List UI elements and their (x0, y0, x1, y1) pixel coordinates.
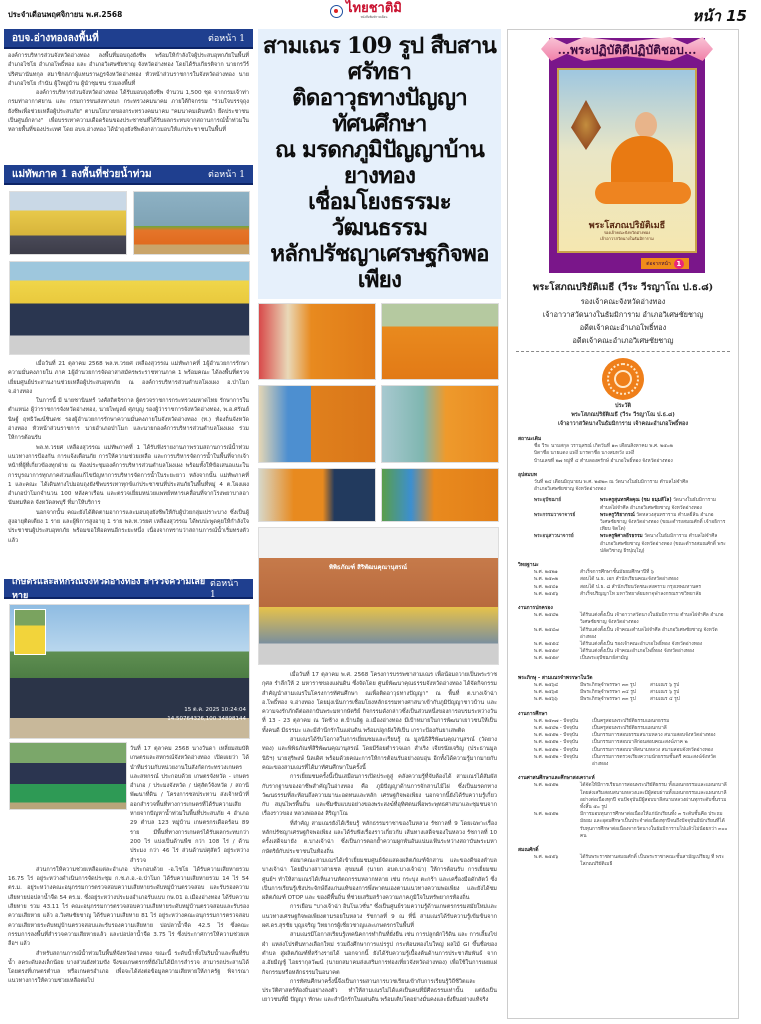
study-heading: งานการศึกษา (518, 710, 548, 717)
photo-novices-plants (381, 468, 499, 522)
year: พ.ศ. ๒๕๖๔ (534, 682, 559, 688)
year: พ.ศ. ๒๕๕๒ - ปัจจุบัน (534, 740, 579, 746)
detail: สอบได้ น.ธ. เอก สำนักเรียนคณะจังหวัดอ่างทอง (580, 577, 679, 583)
year: พ.ศ. ๒๕๕๒ (534, 812, 559, 818)
ordination-name: พระครูสุนทรศีลคุณ (ชม ธมฺมสีโล) (600, 498, 672, 504)
detail: เป็นกรรมการสอบบาลีสนามหลวง สนามสอบจังหวัดอ่างทอง (592, 747, 713, 753)
newspaper-logo[interactable] (330, 2, 402, 20)
paragraph: การทัศนศึกษาครั้งนี้จึงเป็นการผสานการบวชเรียนเข้ากับการเรียนรู้วิถีชีวิตและประวัติศาสตร์ท้องถิ่นอย่างลงตัว ทำให้สามเณรไม่ได้แค่เป็นคนที่มีศีลธรรมเท่านั้น แต่ยังเป็นเยาวชนที่มี ปัญญา ทักษะ และสำนึกรักในแผ่นดิน พร้อมเติบโตอย่างมั่นคงและยั่งยืนอย่างแท้จริง (262, 978, 497, 1004)
photo-novices-exhibit (381, 385, 499, 463)
detail: ได้รับแต่งตั้งเป็น รองเจ้าคณะอำเภอโพธิ์ทอง จังหวัดอ่างทอง (580, 642, 703, 648)
novice-photo-grid (258, 299, 501, 692)
year: พ.ศ. ๒๕๕๒ (534, 783, 559, 789)
poster-banner-text: ...พระปฏิบัติดีปฏิบัติชอบ... (557, 43, 697, 57)
study-row (518, 747, 728, 754)
detail: เป็นกรรมการตรวจเรียงความนักธรรมชั้นตรี คณะสงฆ์จังหวัดอ่างทอง (592, 754, 717, 767)
education-row (518, 576, 728, 583)
ordination-line: อำเภอวิเศษชัยชาญ จังหวัดอ่างทอง (534, 487, 606, 493)
monks-row (518, 696, 728, 703)
center-column (258, 29, 501, 1009)
paragraph: สามเณรได้รับโอกาสในการเยี่ยมชมและเรียนรู้ ณ มูลนิธิสิริพัฒนคุณานุสรณ์ (วัดยางทอง) และพิพิธภัณฑ์สิริพัฒนคุณานุสรณ์ โดยมีร้อยตำรวจเอก สำเริง เจียรนัยเจริญ (ประธานมูลนิธิฯ) นายสุริพงษ์ นิลเดิศ พร้อมด้วยคณะการให้การต้อนรับอย่างอบอุ่น อีกทั้งได้ความรู้มากมายกับคณะของสามเณรที่ได้มาทัศนศึกษาในครั้งนี้ (262, 737, 497, 771)
detail: ได้รับพระราชทานสมณศักดิ์ เป็นพระราชาคณะชั้นสามัญเปรียญ ที่ พระโสภณปริยัติเมธี (580, 855, 725, 868)
section-title: แม่ทัพภาค 1 ลงพื้นที่ช่วยน้ำท่วม (12, 168, 152, 180)
continued-page-badge: 1 (674, 259, 684, 269)
section-header-agri (4, 579, 253, 599)
year: พ.ศ. ๒๕๔๒ (534, 613, 559, 619)
logo-emblem-icon (330, 5, 343, 18)
monk-name-title: พระโสภณปริยัติเมธี (วีระ วีรญาโณ ป.ธ.๘) (532, 282, 714, 293)
study-row (518, 725, 728, 732)
photo-coordinates: 14.50764326,100.34898144 (167, 716, 246, 722)
education-row (518, 591, 728, 598)
welfare-heading: งานศาสนศึกษาและศึกษาสงเคราะห์ (518, 775, 595, 782)
continued-link[interactable]: ต่อหน้า 1 (210, 579, 239, 600)
paragraph: เมื่อวันที่ 21 ตุลาคม 2568 พล.ท.วรยศ เหลืองสุวรรณ แม่ทัพภาคที่ 1ผู้อำนวยการรักษาความมั่นคงภายใน ภาค 1ผู้อำนวยการจัดอาสาสมัครพระราชทานภาค 1 พร้อมคณะ ได้ลงพื้นที่ตรวจเยี่ยมศูนย์ประสานงานช่วยเหลือผู้ประสบอุทกภัย ณ องค์การบริหารส่วนตำบลโผงเผง อ.ป่าโมก จ.อ่างทอง (8, 361, 249, 395)
detail: เป็นครูสอนพระปริยัติธรรมแผนกธรรม (592, 718, 670, 724)
agri-article (4, 742, 253, 1020)
paragraph: พล.ท.วรยศ เหลืองสุวรรณ แม่ทัพภาคที่ 1 ได้รับฟังรายงานภาพรวมสถานการณ์น้ำท่วม แนวทางการป้องกัน การแจ้งเตือนภัย การให้ความช่วยเหลือ และการบริหารจัดการน้ำในพื้นที่จากเจ้าหน้าที่ผู้ที่เกี่ยวข้องทุกฝ่าย ณ ห้องประชุมองค์การบริหารส่วนตำบลโผงเผง พร้อมทั้งให้ข้อเสนอแนะในการบูรณาการทุกภาคส่วนเพื่อแก้ไขปัญหาการบริหารจัดการน้ำในระยะยาว หลังจากนั้น แม่ทัพภาคที่ 1 และคณะ ได้เดินทางไปมอบถุงยังชีพบรรเทาทุกข์แก่ประชาชนที่ประสบภัยในพื้นที่หมู่ 4 ต.โผงเผง อำเภอป่าโมกจำนวน 100 หลังคาเรือน และตรวจเยี่ยมหน่วยแพทย์ทหารเคลื่อนที่จากโรงพยาบาลอานันทมหิดล จังหวัดลพบุรี ที่มาให้บริการ (8, 444, 249, 507)
continued-link[interactable]: ต่อหน้า 1 (208, 34, 245, 44)
year: พ.ศ. ๒๕๕๙ (534, 656, 559, 662)
paragraph: วันที่ 17 ตุลาคม 2568 นางวันดา เหลี่ยมสมบัติ เกษตรและสหกรณ์จังหวัดอ่างทอง เปิดเผยว่า ได้นำทีมร่วมกับหน่วยงานในสังกัดกระทรวงเกษตรและสหกรณ์ ประกอบด้วย เกษตรจังหวัด - เกษตรอำเภอ / ประมงจังหวัด / ปศุสัตว์จังหวัด / สถานีพัฒนาที่ดิน / โครงการชลประทาน ส่งเจ้าหน้าที่ออกสำรวจพื้นที่ทางการเกษตรที่ได้รับความเสียหายจากปัญหาน้ำท่วมในพื้นที่ประสบภัย 4 อำเภอ 29 ตำบล 123 หมู่บ้าน เกษตรกรเดือดร้อน 89 ราย มีพื้นที่ทางการเกษตรได้รับผลกระทบกว่า 200 ไร่ แบ่งเป็นด้านพืช กว่า 108 ไร่ / ด้านประมง กว่า 46 ไร่ ส่วนด้านปศุสัตว์ อยู่ระหว่างสำรวจ (130, 746, 249, 864)
year: พ.ศ. ๒๕๕๒ - ปัจจุบัน (534, 754, 579, 760)
article-body-novices (258, 668, 501, 1009)
detail: สอบได้ ป.ธ. ๘ สำนักเรียนวัดชนะสงคราม กรุงเทพมหานคร (580, 584, 702, 590)
year: พ.ศ. ๒๕๓๒ (534, 577, 559, 583)
photo-inset-portrait (14, 609, 46, 655)
ordination-detail: วัดนางในธัมมิการาม ตำบลไผ่จำศีล อำเภอวิเศษชัยชาญ จังหวัดอ่างทอง (600, 498, 717, 511)
detail: เป็นพระอุปัชฌาย์สามัญ (580, 656, 628, 662)
left-column (4, 29, 253, 1020)
article-body-army (4, 357, 253, 575)
monk-poster (549, 38, 705, 273)
section-header-pao (4, 29, 253, 49)
study-row (518, 732, 728, 739)
position-line: รองเจ้าคณะจังหวัดอ่างทอง (580, 297, 666, 306)
year: พ.ศ. ๒๕๖๕ (534, 690, 559, 696)
ordination-role: พระอุปัชฌาย์ (534, 498, 562, 504)
photo-museum-group (258, 527, 499, 665)
headline-line: หลักปรัชญาเศรษฐกิจพอเพียง (270, 241, 489, 293)
section-title: เกษตรและสหกรณ์จังหวัดอ่างทอง สำรวจความเสียหาย (12, 577, 206, 601)
ordination-detail: วัดนางในธัมมิการาม ตำบลไผ่จำศีล อำเภอวิเศษชัยชาญ จังหวัดอ่างทอง (ขณะดำรงสมณศักดิ์ พระปลัดวิชาญ ธีรปุญฺโญ) (600, 534, 726, 554)
detail: เป็นกรรมการสอบธรรมสนามหลวง สนามสอบจังหวัดอ่างทอง (592, 733, 716, 739)
year: พ.ศ. ๒๕๕๒ - ปัจจุบัน (534, 747, 579, 753)
photo-rescue-boat (133, 191, 250, 255)
right-column-profile (507, 29, 739, 1019)
monk-portrait (557, 68, 697, 253)
governance-row (518, 655, 728, 662)
paragraph: การเยือน "บางเจ้าฉ่า อินโนเวชั่น" ซึ่งเป็นศูนย์รวมความรู้ด้านเกษตรกรรมสมัยใหม่และแนวทางเศรษฐกิจพอเพียงตามรอยในหลวง รัชกาลที่ 9 ณ ที่นี่ สามเณรได้รับความรู้เข้มข้นจาก ผศ.ดร.สุรชัย บุญเจริญ วิทยากรผู้เชี่ยวชาญและเกษตรกรในพื้นที่ (262, 904, 497, 930)
monk-lap (595, 182, 691, 204)
detail: สำเร็จปริญญาโท มหาวิทยาลัยมหาจุฬาลงกรณราชวิทยาลัย (580, 591, 702, 597)
issue-date: ประจำเดือนพฤศจิกายน พ.ศ.2568 (8, 10, 123, 19)
position-line: อดีตเจ้าคณะอำเภอโพธิ์ทอง (579, 323, 667, 332)
ordination-role: พระกรรมวาจาจารย์ (534, 512, 576, 518)
army-photo-grid (4, 185, 253, 357)
year: พ.ศ. ๒๕๔๒ - ปัจจุบัน (534, 725, 579, 731)
photo-novices-books (258, 468, 376, 522)
ordination-line: วันที่ ๒๔ เดือนมิถุนายน พ.ศ. ๒๕๒๓ ณ วัดนางในธัมมิการาม ตำบลไผ่จำศีล (534, 480, 689, 486)
article-body-pao (4, 49, 253, 163)
photo-officials-tent (9, 191, 127, 255)
ordination-name: พระครูพิศาลธีรธรรม (600, 534, 643, 540)
detail: ได้รับแต่งตั้งเป็น เจ้าอาวาสวัดนางในธัมมิการาม ตำบลไผ่จำศีล อำเภอวิเศษชัยชาญ จังหวัดอ่างทอง (580, 613, 724, 626)
photo-agri-team-banner (9, 742, 127, 810)
governance-row (518, 627, 728, 641)
paragraph: สำหรับสถานการณ์น้ำท่วมในพื้นที่จังหวัดอ่างทอง ขณะนี้ ระดับน้ำทั้งในริมน้ำและพื้นที่รับน้ำ ลดระดับลงเล็กน้อย บางส่วนยังท่วมขัง จึงขอเกษตรกรที่ยังไม่ได้มีการสำรวจ สามารถประสานได้โดยตรงที่เกษตรตำบล หรือเกษตรอำเภอ เพื่อจะได้ส่งต่อข้อมูลความเสียหายให้ภาครัฐ พิจารณาแนวทางการให้ความช่วยเหลือต่อไป (8, 950, 249, 985)
monks-row (518, 689, 728, 696)
headline-line: ณ มรดกภูมิปัญญาบ้านยางทอง (274, 137, 485, 189)
paragraph: ที่สำคัญ สามเณรยังได้เรียนรู้ หลักธรรมราชาของในหลวง รัชกาลที่ 9 โดยเฉพาะเรื่อง หลักปรัชญาเศรษฐกิจพอเพียง และได้รับฟังเรื่องราวเกี่ยวกับ เส้นทางเสด็จของในหลวง รัชกาลที่ 10 ครั้งเสด็จมายัง ต.บางเจ้าฉ่า ซึ่งเป็นการตอกย้ำความผูกพันอันแน่นแฟ้นระหว่างสถาบันพระมหากษัตริย์กับประชาชนในท้องถิ่น (262, 820, 497, 855)
year: พ.ศ. ๒๕๔๑ (534, 584, 559, 590)
biography-title: ประวัติ (614, 403, 632, 409)
year: พ.ศ. ๒๕๕๙ (534, 649, 559, 655)
ordination-heading: อุปสมบท (518, 471, 537, 478)
year: พ.ศ. ๒๕๕๒ - ปัจจุบัน (534, 733, 579, 739)
governance-row (518, 641, 728, 648)
headline-line: สามเณร 109 รูป สืบสานศรัทธา (262, 33, 497, 85)
paragraph: ต่อมาคณะสามเณรได้เข้าเยี่ยมชมศูนย์จัดแสดงผลิตภัณฑ์จักสาน และของดีของตำบลบางเจ้าฉ่า โดยมีนางสาวสายชล สุขมนต์ (นายก อบต.บางเจ้าฉ่า) ให้การต้อนรับ การเยี่ยมชมศูนย์ฯ ทำให้สามเณรได้เห็นงานหัตถกรรมหลากหลาย เช่น กระบุง ตะกร้า และเครื่องมือดักสัตว์ ซึ่งเป็นการเรียนรู้เชิงประจักษ์ถึงแก่นแท้ของการพึ่งพาตนเองตามแนวทางความพอเพียง และยังได้ชม ผลิตภัณฑ์ OTOP และ ของดีพื้นถิ่น ที่ช่วยเสริมสร้างความภาคภูมิใจในทรัพยากรท้องถิ่น (262, 857, 497, 902)
photo-agri-officials-field (9, 604, 250, 739)
poster-monk-name: พระโสภณปริยัติเมธี (588, 221, 666, 231)
poster-continued-link[interactable] (641, 258, 689, 269)
headline-line: ติดอาวุธทางปัญญา ทัศนศึกษา (291, 85, 468, 137)
monk-count: มีพระภิกษุจำพรรษา ๓๔ รูป (580, 690, 636, 696)
monk-count: มีพระภิกษุจำพรรษา ๓๓ รูป (580, 682, 636, 688)
paragraph: องค์การบริหารส่วนจังหวัดอ่างทอง ได้รับมอบถุงยังชีพ จำนวน 1,500 ชุด จากกรมเจ้าท่า กรมท่าอากาศยาน และ กรมการขนส่งทางบก กระทรวงคมนาคม ภายใต้กิจกรรม "ร่วมใจบรรจุถุงยังชีพเพื่อช่วยเหลือผู้ประสบภัย" ตามนโยบายของกระทรวงคมนาคม "คมนาคมเดินหน้า ยึดประชาชนเป็นศูนย์กลาง" เพื่อบรรเทาความเดือดร้อนของประชาชนที่ได้รับผลกระทบจากสถานการณ์น้ำท่วมในหลายพื้นที่ของประเทศ โดย อบจ.อ่างทอง ได้นำถุงยังชีพดังกล่าวมอบให้แก่ประชาชนในพื้นที่ (8, 90, 249, 134)
study-row (518, 754, 728, 768)
poster-subtitle (559, 230, 695, 242)
rank-heading: สมณศักดิ์ (518, 846, 539, 853)
museum-sign-text: พิพิธภัณฑ์ สิริพัฒนคุณานุสรณ์ (329, 564, 408, 571)
study-row (518, 739, 728, 746)
dashed-divider (516, 351, 730, 352)
year: พ.ศ. ๒๕๕๖ (534, 855, 559, 861)
position-line: เจ้าอาวาสวัดนางในธัมมิการาม อำเภอวิเศษชัยชาญ (542, 310, 704, 319)
photo-group-handover (9, 261, 250, 355)
year: พ.ศ. ๒๕๕๔ (534, 642, 559, 648)
detail: เป็นกรรมการสอบบาลีก่อนสอบคณะสงฆ์ภาค ๒ (592, 740, 688, 746)
paragraph: นอกจากนั้น คณะยังได้ติดตามอาการและมอบถุงยังชีพให้กับผู้ป่วยกลุ่มเปราะบาง ซึ่งเป็นผู้สูงอายุติดเตียง 1 ราย และผู้พิการสูงอายุ 1 ราย พล.ท.วรยศ เหลืองสุวรรณ ได้พบปะพูดคุยให้กำลังใจประชาชนผู้ประสบอุทกภัย พร้อมขอให้อดทนอีกระยะหนึ่ง เนื่องจากทราบว่าสถานการณ์น้ำเริ่มทรงตัวแล้ว (8, 509, 249, 544)
paragraph: สามเณรมีโอกาสเรียนรู้เทคนิคการทำกินที่ยั่งยืน เช่น การปลูกผักไร้ดิน และ การเลี้ยงไข่ผำ แหล่งโปรตีนทางเลือกใหม่ รวมถึงศึกษาการแปรรูป กระท้อนทองไบใหญ่ ผลไม้ GI ขึ้นชื่อของตำบล สู่ผลิตภัณฑ์ที่สร้างรายได้ นอกจากนี้ ยังได้รับความรู้เบื้องต้นด้านการประชาสัมพันธ์ จาก อ.อัยมีญชู์ ไอยรากุลวัฒน์ (นายกสมาคมส่งเสริมการท่องเที่ยวจังหวัดอ่างทอง) เพื่อใช้ในการเผยแผ่กิจกรรมหรือหลักธรรมในอนาคต (262, 932, 497, 976)
ordination-role: พระอนุสาวนาจารย์ (534, 534, 574, 540)
rank-row (518, 854, 728, 868)
novice-count: สามเณร ๖ รูป (650, 682, 680, 688)
detail: สำเร็จการศึกษาชั้นมัธยมศึกษาปีที่ ๖ (580, 570, 654, 576)
education-row (518, 569, 728, 576)
ordination-name: พระครูวิริยากรณ์ (600, 512, 635, 518)
ceremonial-fan-icon (571, 100, 601, 150)
monk-head (635, 112, 657, 138)
agri-photo-area (4, 599, 253, 742)
photo-timestamp: 15 ต.ค. 2025 10:24:04 (184, 707, 246, 713)
monks-heading: พระภิกษุ - สามเณรจำพรรษาในวัด (518, 674, 593, 681)
ordination-detail: วัดหลวงสุนทราราม ตำบลยี่ล้น อำเภอวิเศษชัยชาญ จังหวัดอ่างทอง (ขณะดำรงสมณศักดิ์ เจ้าอธิการเทียบ จิตโต) (600, 512, 726, 533)
novice-count: สามเณร ๔ รูป (650, 697, 680, 703)
dharma-wheel-icon (602, 358, 644, 400)
governance-row (518, 648, 728, 655)
paragraph: ส่วนการให้ความช่วยเหลือแต่ละอำเภอ ประกอบด้วย -อ.ไชโย ได้รับความเสียหายรวม 16.75 ไร่ อยู่ระหว่างดำเนินการจัดประชุม ก.ช.ภ.อ.-อ.ป่าโมก ได้รับความเสียหายรวม 14 ไร่ 54 ตร.ม. อยู่ระหว่างคณะอนุกรรมการตรวจสอบความเสียหายระดับหมู่บ้านตรวจสอบ และรับรองความเสียหายบ่อปลาน้ำจืด 54 ตร.ม. ซึ่งอยู่ระหว่างประมงอำเภอรับแบบ กษ.01 อ.เมืองอ่างทอง ได้รับความเสียหาย รวม 43.11 ไร่ คณะอนุกรรมการตรวจสอบความเสียหายระดับหมู่บ้านตรวจสอบและรับรองความเสียหาย แล้ว อ.วิเศษชัยชาญ ได้รับความเสียหาย 81 ไร่ อยู่ระหว่างคณะอนุกรรมการตรวจสอบความเสียหายระดับหมู่บ้านตรวจสอบและรับรองความเสียหาย บ่อปลาน้ำจืด 42.5 ไร่ ซึ่งคณะกรรมการลงพื้นที่สำรวจความเสียหายแล้ว และบ่อปลาน้ำจืด 3.75 ไร่ ซึ่งประกาศการให้ความช่วยเหลือฯ แล้ว (8, 866, 249, 948)
study-row (518, 718, 728, 725)
logo-subtitle: หนังสือพิมพ์รายเดือน (360, 15, 388, 19)
poster-area (508, 30, 738, 278)
year: พ.ศ. ๒๕๔๗ (534, 627, 559, 633)
detail: ได้รับแต่งตั้งเป็น เจ้าคณะอำเภอโพธิ์ทอง จังหวัดอ่างทอง (580, 649, 695, 655)
continued-link[interactable]: ต่อหน้า 1 (208, 170, 245, 180)
year: พ.ศ. ๒๕๕๖ (534, 591, 559, 597)
ordination-row (518, 533, 728, 555)
paragraph: องค์การบริหารส่วนจังหวัดอ่างทอง ลงพื้นที่มอบถุงยังชีพ พร้อมให้กำลังใจผู้ประสบอุทกภัยในพื้นที่อำเภอไชโย อำเภอโพธิ์ทอง และ อำเภอวิเศษชัยชาญ จังหวัดอ่างทอง โดยได้รับเกียรติจาก นายกรวีร์ ปริศนานันทกุล สมาชิกสภาผู้แทนราษฎรจังหวัดอ่างทอง หัวหน้าส่วนราชการในจังหวัดอ่างทอง นายอำเภอไชโย กำนัน ผู้ใหญ่บ้าน ผู้นำชุมชน ร่วมลงพื้นที่ (8, 53, 249, 87)
year: พ.ศ. ๒๕๒๑ (534, 570, 558, 576)
education-heading: วิทยฐานะ (518, 562, 539, 569)
year: พ.ศ. ๒๕๓๗ - ปัจจุบัน (534, 718, 579, 724)
origin-line: ชื่อ วีระ นามสกุล วรานุสรณ์ เกิดวันที่ ๑๓ เดือนสิงหาคม พ.ศ. ๒๕๐๒ (534, 444, 673, 450)
continued-label: ต่อจากหน้า (646, 260, 671, 267)
page-number: หน้า 15 (692, 7, 747, 25)
logo-text: ไทยชาติมิ (346, 1, 402, 16)
detail: ได้จัดให้มีการเรียนการสอนพระปริยัติธรรม ทั้งแผนกธรรมและแผนกบาลี โดยส่งเสริมสอบสนามหลวงและมีผู้สอบผ่านทั้งแผนกธรรมและแผนกบาลี อย่างต่อเนื่องทุกปี จนปัจจุบันมีผู้สอบบาลีสนามหลวงผ่านทุกระดับชั้นรวมทั้งสิ้น ๕๐ รูป (580, 783, 727, 810)
biography-heading (508, 402, 738, 429)
novice-count: สามเณร ๖ รูป (650, 690, 680, 696)
paragraph: การเยี่ยมชมครั้งนี้เป็นเสมือนการเปิดประตูสู่ คลังความรู้ที่จับต้องได้ สามเณรได้สัมผัสกับรากฐานของอาชีพสำคัญในอ่างทอง คือ ภูมิปัญญาด้านการจักสานไม้ไผ่ ซึ่งเป็นมรดกทางวัฒนธรรมที่สะท้อนถึงความมานะอดทนและหลัก เศรษฐกิจพอเพียง นอกจากนี้ยังได้รับความรู้เกี่ยวกับ สมุนไพรพื้นถิ่น และซึมซับแบบอย่างของพระสงฆ์ที่อุทิศตนเพื่อพระพุทธศาสนาและชุมชนจากเรื่องราวของ หลวงพ่อลอง สิริญาโณ (262, 774, 497, 818)
photo-novices-alms (258, 303, 376, 380)
headline-box (258, 29, 501, 299)
photo-novices-receiving (258, 385, 376, 463)
detail: ได้รับแต่งตั้งเป็น เจ้าคณะตำบลไผ่จำศีล อำเภอวิเศษชัยชาญ จังหวัดอ่างทอง (580, 627, 718, 640)
section-title: อบจ.อ่างทองลงพื้นที่ (12, 32, 99, 44)
governance-row (518, 612, 728, 626)
monk-positions (508, 295, 738, 347)
year: พ.ศ. ๒๕๖๖ (534, 697, 558, 703)
headline-line: เชื่อมโยงธรรมะ วัฒนธรรม (308, 189, 451, 241)
origin-heading: สถานะเดิม (518, 436, 542, 442)
welfare-row (518, 782, 728, 811)
biography-role: เจ้าอาวาสวัดนางในธัมมิการาม เจ้าคณะอำเภอโพธิ์ทอง (557, 421, 689, 427)
section-header-army (4, 165, 253, 185)
governance-heading: งานการปกครอง (518, 605, 553, 612)
origin-line: บิดาชื่อ นายแดง แพ่งี่ มารดาชื่อ นางสมหวัง แพ่งี่ (534, 451, 635, 457)
position-line: อดีตเจ้าคณะอำเภอวิเศษชัยชาญ (572, 336, 674, 345)
monk-count: มีพระภิกษุจำพรรษา ๓๓ รูป (580, 697, 636, 703)
ordination-row (518, 512, 728, 534)
origin-line: บ้านเลขที่ ๒๗ หมู่ที่ ๔ ตำบลองครักษ์ อำเภอโพธิ์ทอง จังหวัดอ่างทอง (534, 458, 673, 464)
paragraph: ในการนี้ มี นายชานินทร์ วงศ์สถิตจิรกาล ผู้ตรวจราชการกระทรวงมหาดไทย รักษาการในตำแหน่ง ผู้ว่าราชการจังหวัดอ่างทอง, นายไพบูลย์ ศุภบุญ รองผู้ว่าราชการจังหวัดอ่างทอง, พ.อ.ศรัณย์นิษฐ์ ฤทธิวัฒน์ชินดช รองผู้อำนวยการรักษาความมั่นคงภายในจังหวัดอ่างทอง (ท.) ท้องถิ่นจังหวัดอ่างทอง หัวหน้าส่วนราชการ นายอำเภอป่าโมก และนายกองค์การบริหารส่วนตำบลโผงเผง ร่วมให้การต้อนรับ (8, 398, 249, 442)
welfare-row (518, 811, 728, 840)
detail: เป็นครูสอนพระปริยัติธรรมแผนกบาลี (592, 725, 667, 731)
poster-subtitle-line: เจ้าอาวาสวัดนางในธัมมิการาม (600, 236, 654, 241)
biography-details (508, 436, 738, 869)
paragraph: เมื่อวันที่ 17 ตุลาคม พ.ศ. 2568 โครงการบรรพชาสามเณร เพื่อน้อมถวายเป็นพระราชกุศล รำลึกให้ 2 มหาราชของแผ่นดิน ซึ่งจัดโดย ศูนย์พัฒนาคุณธรรมจังหวัดอ่างทอง ได้จัดกิจกรรมสำคัญนำสามเณรในโครงการทัศนศึกษา ณเพื่อติดอาวุธทางปัญญา" ณ พื้นที่ ต.บางเจ้าฉ่า อ.โพธิ์ทอง จ.อ่างทอง โดยมุ่งเน้นการเชื่อมโยงหลักธรรมทางศาสนาเข้ากับภูมิปัญญาชาวบ้าน และความจงรักภักดีต่อสถาบันพระมหากษัตริย์ กิจกรรมดังกล่าวซึ่งเป็นส่วนหนึ่งของการอบรมระหว่างวันที่ 13 - 23 ตุลาคม ณ วัดช้าง ต.บ้านอิฐ อ.เมืองอ่างทอง มีเป้าหมายในการพัฒนาเยาวชนให้เป็นทั้งคนดี มีธรรมะ และมีสำนึกรักในแผ่นดิน พร้อมปลูกฝังให้เป็น เกราะป้องกันยาเสพติด (262, 672, 497, 734)
detail: มีการมอบทุนการศึกษาต่อเนื่องให้แก่นักเรียนทั้ง ๓ ระดับชั้นคือ ประถม มัธยม และอุดมศึกษาเป็นประจำต่อเนื่องทุกปีจนถึงปัจจุบันมีนักเรียนที่ได้รับทุนการศึกษาต่อเนื่องจากวัดนางในธัมมิการามไปแล้วไม่น้อยกว่า ๓๐๐ คน (580, 812, 728, 839)
biography-name: พระโสภณปริยัติเมธี (วีระ วีรญาโณ ป.ธ.๘) (571, 412, 675, 418)
monks-row (518, 682, 728, 689)
ordination-row (518, 497, 728, 511)
poster-subtitle-line: รองเจ้าคณะจังหวัดอ่างทอง (603, 230, 651, 235)
photo-novices-outdoor (381, 303, 499, 380)
education-row (518, 584, 728, 591)
page-header (0, 0, 761, 26)
